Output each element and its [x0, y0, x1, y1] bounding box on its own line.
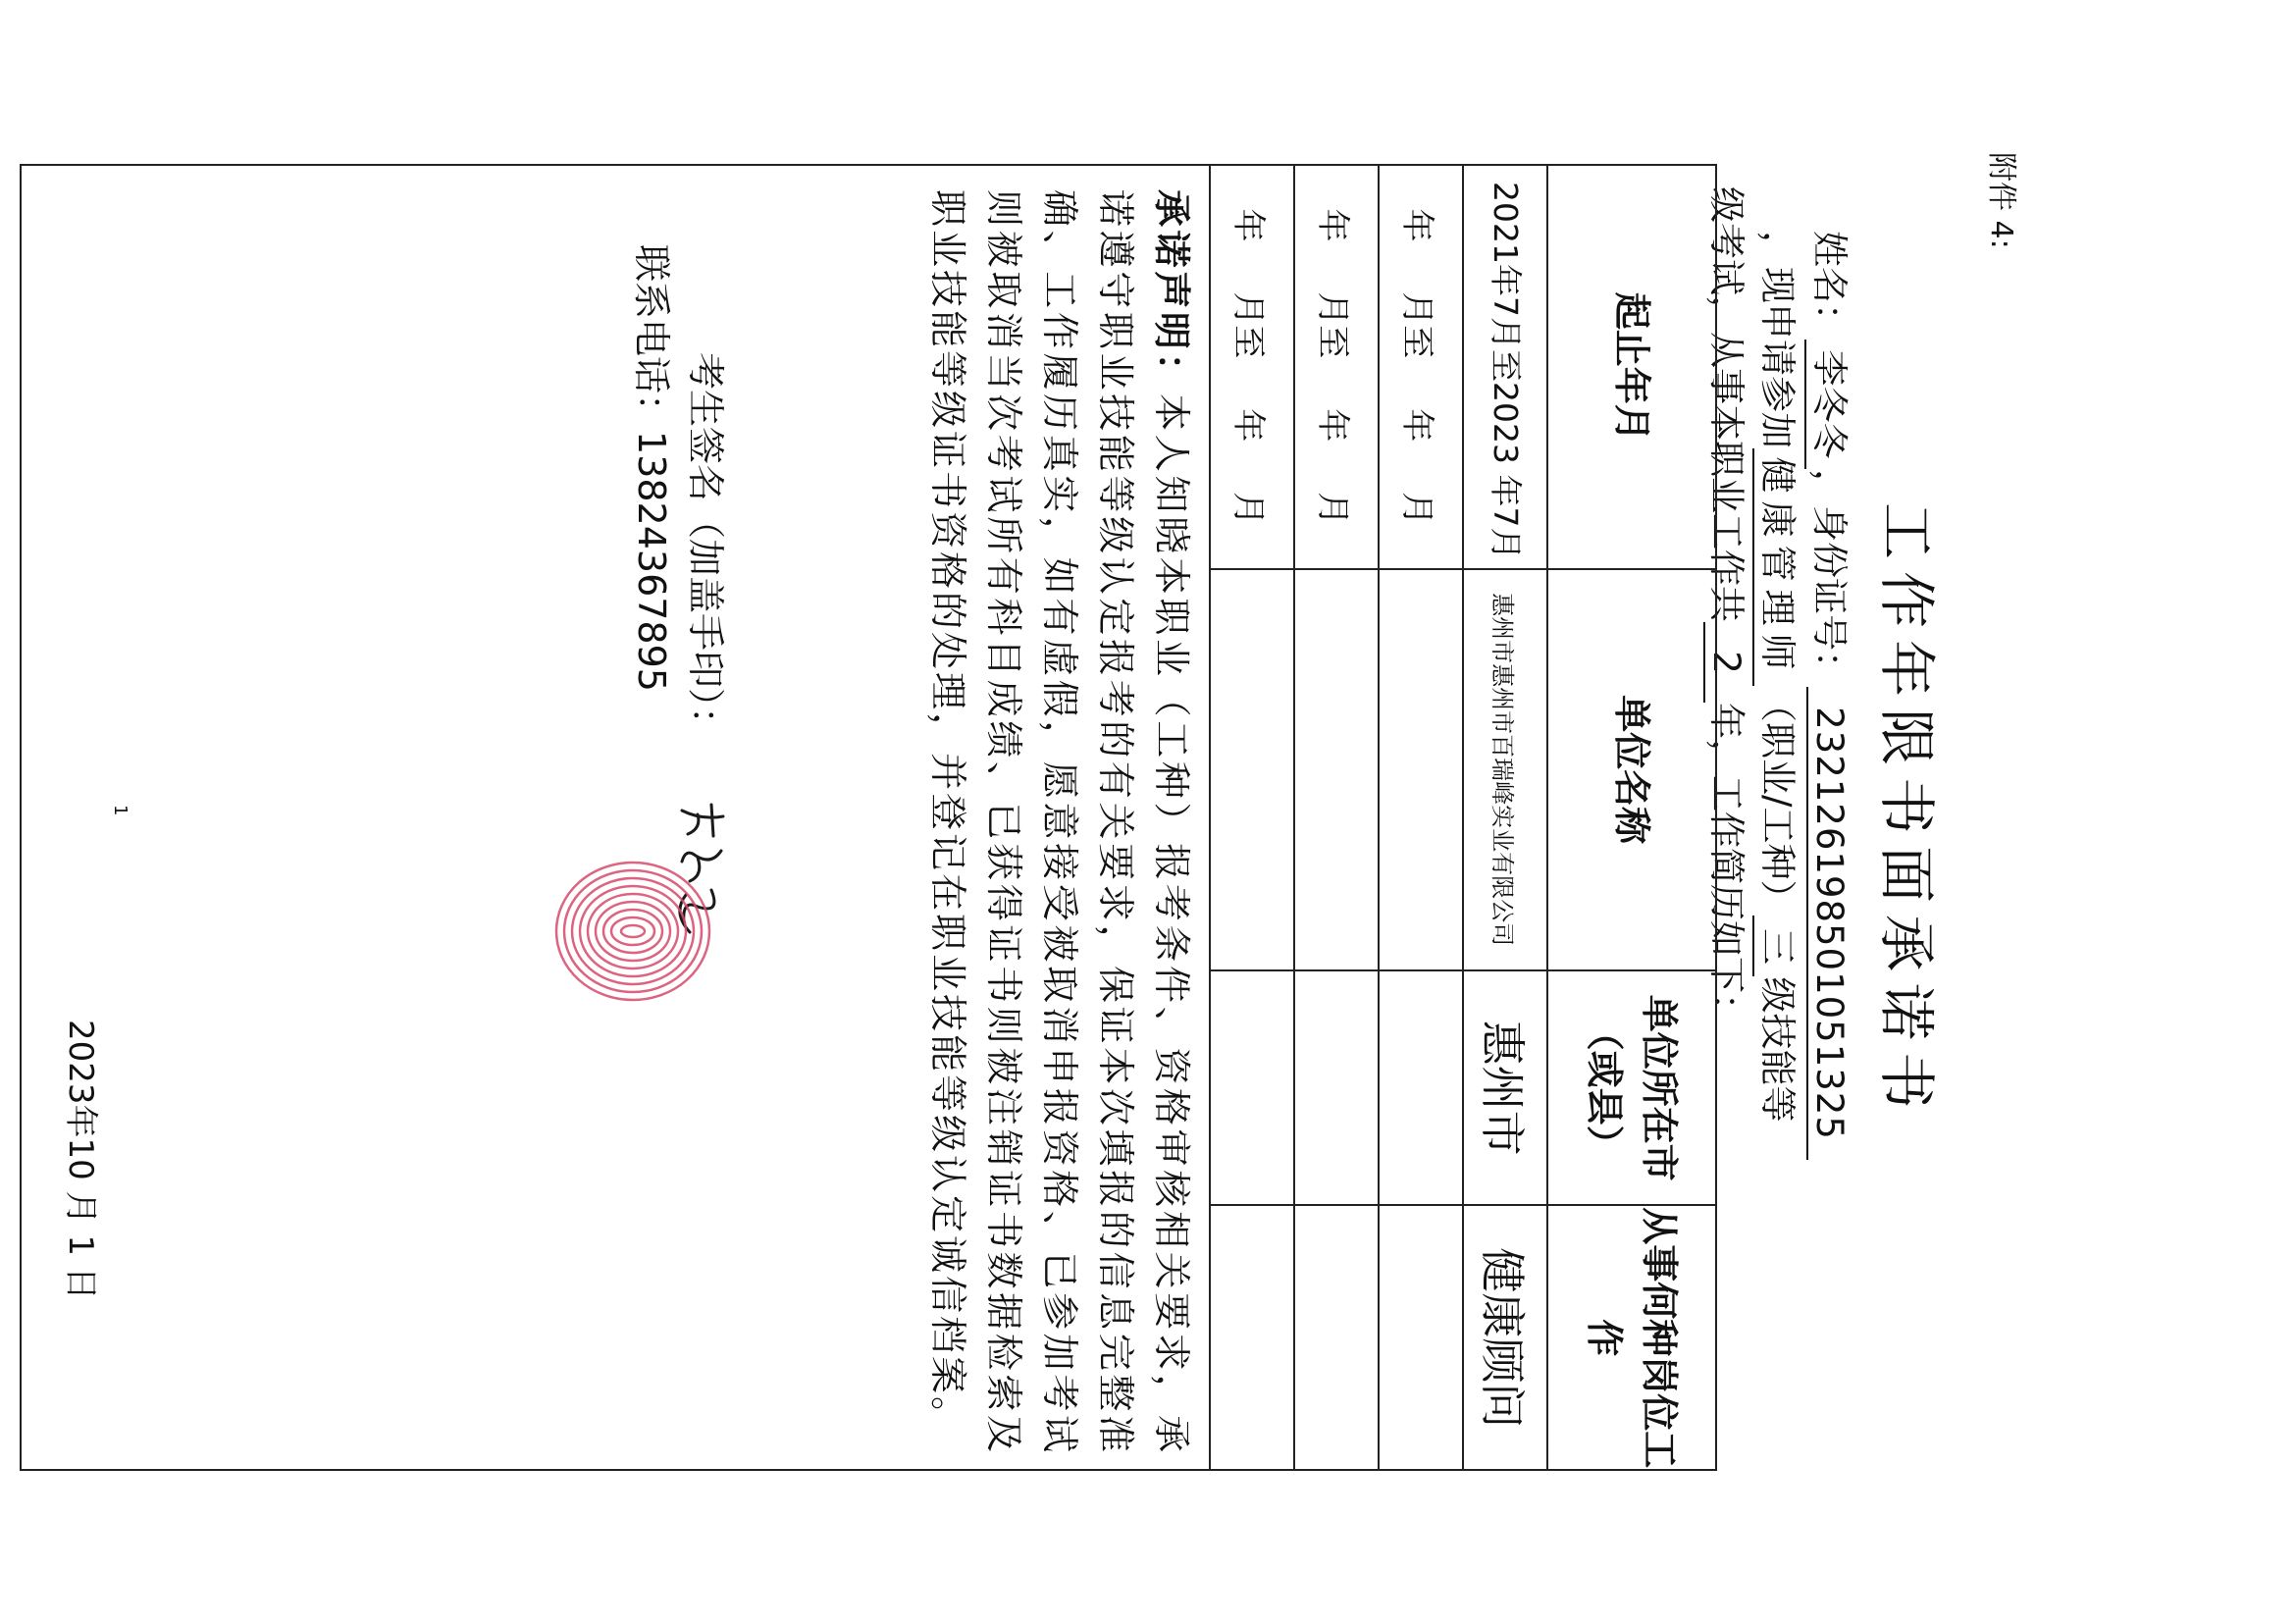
row-2-company — [1379, 569, 1463, 970]
row-1-company: 惠州市惠州市百瑞峰实业有限公司 — [1463, 569, 1547, 970]
signing-date: 2023年10 月 1 日 — [61, 1020, 100, 1300]
header-city: 单位所在市（或县） — [1547, 970, 1716, 1206]
page-number: 1 — [110, 805, 130, 816]
level-value: 三 — [1752, 916, 1807, 976]
table-row — [1379, 165, 1463, 1470]
line3-suffix: 年，工作简历如下： — [1705, 703, 1748, 1029]
row-3-city — [1294, 970, 1379, 1206]
row-4-period: 年 月至 年 月 — [1210, 165, 1294, 569]
signature-label: 考生签名（加盖手印）： — [684, 352, 727, 745]
id-label: ，身份证号： — [1808, 469, 1851, 687]
table-header-row — [1547, 165, 1716, 1470]
work-history-table — [1209, 164, 1717, 1471]
occupation-value: 健康管理师 — [1752, 448, 1807, 686]
occupation-suffix: （职业/工种） — [1756, 686, 1799, 916]
table-row — [1294, 165, 1379, 1470]
row-3-post — [1294, 1205, 1379, 1470]
level-suffix: 级技能等 — [1756, 976, 1799, 1123]
row-3-period: 年 月至 年 月 — [1294, 165, 1379, 569]
phone-line — [628, 244, 682, 692]
phone-number: 13824367895 — [630, 431, 673, 692]
row-1-period: 2021年7月至2023 年7月 — [1463, 165, 1547, 569]
document-title: 工作年限书面承诺书 — [1873, 501, 1940, 1121]
pledge-body: 本人知晓本职业（工种）报考条件、资格审核相关要求，承诺遵守职业技能等级认定报考的有关要求，保证本次填报的信息完整准确、工作履历真实，如有虚假，愿意接受被取消申报资格、已参加考试则被取消当次考试所有科目成绩、已获得证书则被注销证书数据检索及职业技能等级证书资格的处理，并登记在职业技能等级认定诚信档案。 — [926, 189, 1193, 1455]
name-label: 姓名： — [1808, 231, 1851, 340]
applicant-line-1 — [1804, 231, 1859, 1160]
row-1-post: 健康顾问 — [1463, 1205, 1547, 1470]
id-number: 232126198501051325 — [1806, 687, 1851, 1160]
table-row — [1463, 165, 1547, 1470]
attachment-label: 附件 4: — [1984, 152, 2018, 249]
row-2-post — [1379, 1205, 1463, 1470]
row-2-period: 年 月至 年 月 — [1379, 165, 1463, 569]
applicant-line-2 — [1752, 231, 1807, 1122]
fingerprint-seal — [549, 853, 716, 1010]
header-period: 起止年月 — [1547, 165, 1716, 569]
header-company: 单位名称 — [1547, 569, 1716, 970]
years-value: 2 — [1703, 622, 1748, 703]
pledge-box — [20, 164, 1226, 1471]
row-3-company — [1294, 569, 1379, 970]
name-value: 李冬冬 — [1804, 340, 1859, 469]
pledge-statement — [919, 189, 1199, 1455]
header-post: 从事何种岗位工作 — [1547, 1205, 1716, 1470]
pledge-label: 承诺声明： — [1150, 189, 1193, 394]
line3-prefix: 级考试，从事本职业工作共 — [1705, 186, 1748, 622]
phone-label: 联系电话： — [630, 244, 673, 432]
apply-prefix: ，现申请参加 — [1756, 231, 1799, 448]
row-1-city: 惠州市 — [1463, 970, 1547, 1206]
row-2-city — [1379, 970, 1463, 1206]
